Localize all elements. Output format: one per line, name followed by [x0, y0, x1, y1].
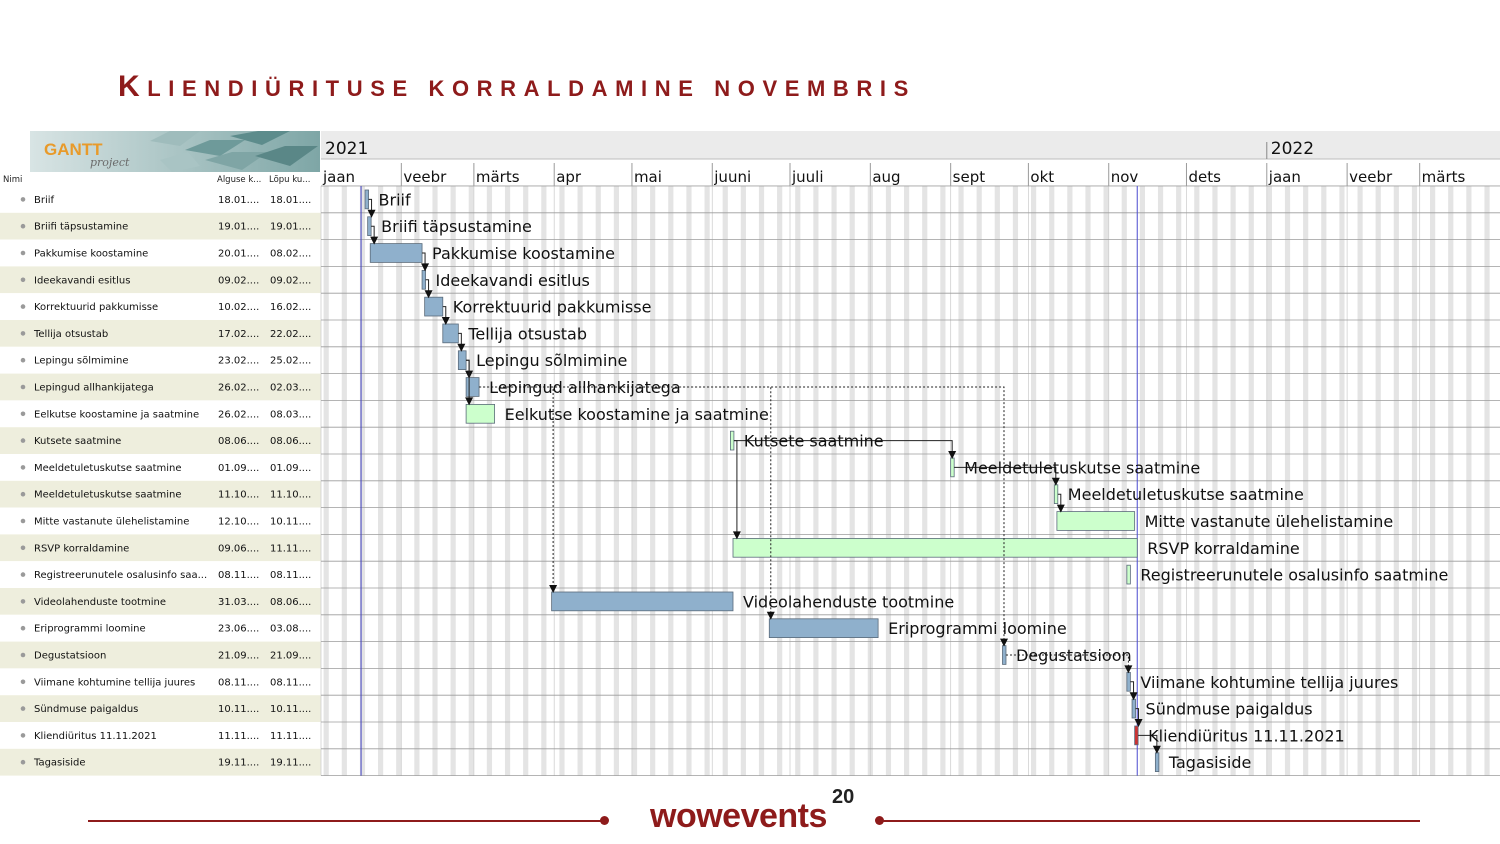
task-row: [0, 534, 321, 561]
year-label: 2022: [1270, 139, 1315, 159]
bar-label: Viimane kohtumine tellija juures: [1140, 672, 1399, 692]
month-label: märts: [1421, 168, 1466, 186]
task-end-date: 21.09....: [270, 650, 312, 662]
column-header-end: Lõpu ku...: [269, 175, 311, 185]
task-name: Viimane kohtumine tellija juures: [34, 677, 196, 689]
task-row: [0, 427, 321, 454]
task-row: [0, 722, 321, 749]
task-end-date: 10.11....: [270, 704, 312, 716]
task-bar: [370, 244, 422, 263]
task-end-date: 08.06....: [270, 596, 312, 608]
bar-label: Korrektuurid pakkumisse: [452, 297, 652, 317]
task-start-date: 10.11....: [218, 704, 260, 716]
task-row: [0, 749, 321, 776]
task-name: Ideekavandi esitlus: [34, 275, 131, 287]
task-bullet: [21, 706, 26, 711]
task-name: Registreerunutele osalusinfo saa...: [34, 570, 208, 582]
bar-label: Meeldetuletuskutse saatmine: [964, 458, 1201, 478]
task-name: Briifi täpsustamine: [34, 221, 129, 233]
task-bullet: [21, 572, 26, 577]
task-row: [0, 615, 321, 642]
ganttproject-logo: [30, 131, 320, 172]
task-bullet: [21, 251, 26, 256]
task-bullet: [21, 626, 26, 631]
task-end-date: 16.02....: [270, 302, 312, 314]
task-start-date: 23.06....: [218, 623, 260, 635]
task-row: [0, 588, 321, 615]
month-label: veebr: [403, 168, 447, 186]
task-row: [0, 695, 321, 722]
month-label: jaan: [1268, 168, 1301, 186]
task-end-date: 03.08....: [270, 623, 312, 635]
task-name: Kutsete saatmine: [34, 436, 122, 448]
bar-label: Lepingu sõlmimine: [476, 351, 628, 371]
footer-divider-left: [88, 820, 604, 822]
task-row: [0, 266, 321, 293]
bar-label: Sündmuse paigaldus: [1145, 699, 1313, 719]
milestone-mark: [1155, 753, 1159, 772]
task-table: [0, 175, 321, 776]
task-start-date: 31.03....: [218, 596, 260, 608]
bar-label: Eelkutse koostamine ja saatmine: [504, 404, 769, 424]
milestone-mark: [365, 190, 369, 209]
task-row: [0, 213, 321, 240]
bar-label: RSVP korraldamine: [1147, 538, 1300, 558]
task-end-date: 08.11....: [270, 677, 312, 689]
brand-logo: wowevents: [650, 797, 827, 835]
logo-subtext: project: [90, 156, 130, 169]
task-bar: [1057, 512, 1135, 531]
month-label: juuli: [792, 168, 824, 186]
task-start-date: 18.01....: [218, 194, 260, 206]
task-row: [0, 240, 321, 267]
task-name: Pakkumise koostamine: [34, 248, 149, 260]
bar-label: Kliendiüritus 11.11.2021: [1148, 726, 1345, 746]
task-bullet: [21, 519, 26, 524]
task-name: Tellija otsustab: [34, 328, 109, 340]
task-start-date: 19.01....: [218, 221, 260, 233]
task-start-date: 08.11....: [218, 570, 260, 582]
month-label: dets: [1188, 168, 1221, 186]
task-name: Briif: [34, 194, 55, 206]
month-label: aug: [872, 168, 901, 186]
task-end-date: 01.09....: [270, 462, 312, 474]
task-name: Meeldetuletuskutse saatmine: [34, 462, 182, 474]
bar-label: Briifi täpsustamine: [381, 217, 532, 237]
task-end-date: 10.11....: [270, 516, 312, 528]
bar-label: Tellija otsustab: [468, 324, 588, 344]
month-label: nov: [1110, 168, 1139, 186]
month-label: apr: [556, 168, 582, 186]
task-end-date: 08.11....: [270, 570, 312, 582]
task-name: Eelkutse koostamine ja saatmine: [34, 409, 200, 421]
task-bar: [425, 297, 443, 316]
bar-label: Registreerunutele osalusinfo saatmine: [1140, 565, 1449, 585]
bar-label: Briif: [378, 190, 411, 210]
task-bullet: [21, 278, 26, 283]
task-name: Eriprogrammi loomine: [34, 623, 146, 635]
task-bullet: [21, 733, 26, 738]
task-bullet: [21, 680, 26, 685]
task-bar: [443, 324, 459, 343]
task-start-date: 17.02....: [218, 328, 260, 340]
slide-title-initial: K: [118, 70, 148, 103]
milestone-mark: [422, 270, 426, 289]
milestone-mark: [730, 431, 734, 450]
footer-divider-right: [880, 820, 1420, 822]
task-end-date: 11.11....: [270, 730, 312, 742]
milestone-mark: [1002, 646, 1006, 665]
task-row: [0, 186, 321, 213]
task-bar: [458, 351, 466, 370]
task-name: Tagasiside: [34, 757, 86, 769]
task-start-date: 11.10....: [218, 489, 260, 501]
task-bullet: [21, 358, 26, 363]
bar-label: Videolahenduste tootmine: [743, 592, 955, 612]
month-label: veebr: [1349, 168, 1393, 186]
task-bar: [466, 404, 495, 423]
task-row: [0, 561, 321, 588]
task-name: Meeldetuletuskutse saatmine: [34, 489, 182, 501]
task-end-date: 22.02....: [270, 328, 312, 340]
task-name: Videolahenduste tootmine: [34, 596, 166, 608]
bar-label: Eriprogrammi loomine: [888, 619, 1067, 639]
milestone-mark: [368, 217, 372, 236]
task-end-date: 02.03....: [270, 382, 312, 394]
column-header-start: Alguse k...: [217, 175, 262, 185]
month-label: juuni: [714, 168, 752, 186]
bar-label: Tagasiside: [1168, 753, 1252, 773]
month-label: märts: [475, 168, 520, 186]
task-end-date: 18.01....: [270, 194, 312, 206]
task-row: [0, 374, 321, 401]
task-name: Sündmuse paigaldus: [34, 704, 139, 716]
task-start-date: 23.02....: [218, 355, 260, 367]
task-bar: [552, 592, 733, 611]
task-bar: [769, 619, 878, 638]
footer-dot-left: [600, 816, 609, 825]
slide-title-rest: LIENDIÜRITUSE KORRALDAMINE NOVEMBRIS: [147, 76, 916, 101]
task-row: [0, 454, 321, 481]
task-bullet: [21, 546, 26, 551]
task-bar: [733, 538, 1137, 557]
task-name: Lepingud allhankijatega: [34, 382, 154, 394]
task-bullet: [21, 197, 26, 202]
task-row: [0, 481, 321, 508]
milestone-mark: [1127, 672, 1131, 691]
bar-label: Ideekavandi esitlus: [435, 270, 590, 290]
task-start-date: 11.11....: [218, 730, 260, 742]
task-row: [0, 347, 321, 374]
task-start-date: 20.01....: [218, 248, 260, 260]
task-end-date: 19.01....: [270, 221, 312, 233]
task-end-date: 11.11....: [270, 543, 312, 555]
task-row: [0, 400, 321, 427]
task-start-date: 21.09....: [218, 650, 260, 662]
task-end-date: 08.02....: [270, 248, 312, 260]
task-bullet: [21, 438, 26, 443]
task-bullet: [21, 224, 26, 229]
column-header-name: Nimi: [3, 175, 23, 185]
task-name: Kliendiüritus 11.11.2021: [34, 730, 157, 742]
task-end-date: 25.02....: [270, 355, 312, 367]
year-row: [321, 131, 1500, 159]
task-row: [0, 668, 321, 695]
task-start-date: 09.02....: [218, 275, 260, 287]
year-label: 2021: [325, 139, 369, 159]
task-bullet: [21, 465, 26, 470]
bar-label: Lepingud allhankijatega: [489, 378, 681, 397]
task-start-date: 19.11....: [218, 757, 260, 769]
bar-label: Pakkumise koostamine: [432, 244, 615, 263]
task-name: Korrektuurid pakkumisse: [34, 302, 159, 314]
task-name: Lepingu sõlmimine: [34, 355, 129, 367]
task-end-date: 09.02....: [270, 275, 312, 287]
task-end-date: 08.03....: [270, 409, 312, 421]
task-name: RSVP korraldamine: [34, 543, 130, 555]
task-name: Degustatsioon: [34, 650, 107, 662]
bar-label: Mitte vastanute ülehelistamine: [1144, 512, 1394, 531]
task-bullet: [21, 385, 26, 390]
task-end-date: 19.11....: [270, 757, 312, 769]
milestone-mark: [1054, 485, 1058, 504]
task-start-date: 08.06....: [218, 436, 260, 448]
task-row: [0, 508, 321, 535]
month-label: sept: [952, 168, 986, 186]
task-bullet: [21, 653, 26, 658]
task-row: [0, 320, 321, 347]
task-bullet: [21, 412, 26, 417]
task-bullet: [21, 304, 26, 309]
task-start-date: 10.02....: [218, 302, 260, 314]
logo-text: GANTT: [44, 140, 103, 159]
timeline-header: [321, 131, 1500, 186]
task-start-date: 08.11....: [218, 677, 260, 689]
task-start-date: 01.09....: [218, 462, 260, 474]
milestone-mark: [1132, 699, 1136, 718]
bar-label: Degustatsioon: [1015, 646, 1132, 665]
task-bullet: [21, 760, 26, 765]
month-label: okt: [1030, 168, 1055, 186]
task-name: Mitte vastanute ülehelistamine: [34, 516, 190, 528]
task-bullet: [21, 492, 26, 497]
milestone-mark: [951, 458, 955, 477]
task-end-date: 11.10....: [270, 489, 312, 501]
milestone-mark: [1127, 565, 1131, 584]
page-number: 20: [832, 786, 855, 808]
task-start-date: 26.02....: [218, 382, 260, 394]
task-end-date: 08.06....: [270, 436, 312, 448]
task-row: [0, 293, 321, 320]
month-label: mai: [633, 168, 662, 186]
task-start-date: 09.06....: [218, 543, 260, 555]
bar-label: Meeldetuletuskutse saatmine: [1067, 485, 1304, 505]
month-label: jaan: [323, 168, 356, 186]
task-start-date: 26.02....: [218, 409, 260, 421]
task-bar: [466, 378, 479, 397]
milestone-mark: [1135, 726, 1139, 745]
task-bullet: [21, 599, 26, 604]
task-row: [0, 642, 321, 669]
task-bullet: [21, 331, 26, 336]
task-start-date: 12.10....: [218, 516, 260, 528]
bar-label: Kutsete saatmine: [743, 431, 884, 451]
